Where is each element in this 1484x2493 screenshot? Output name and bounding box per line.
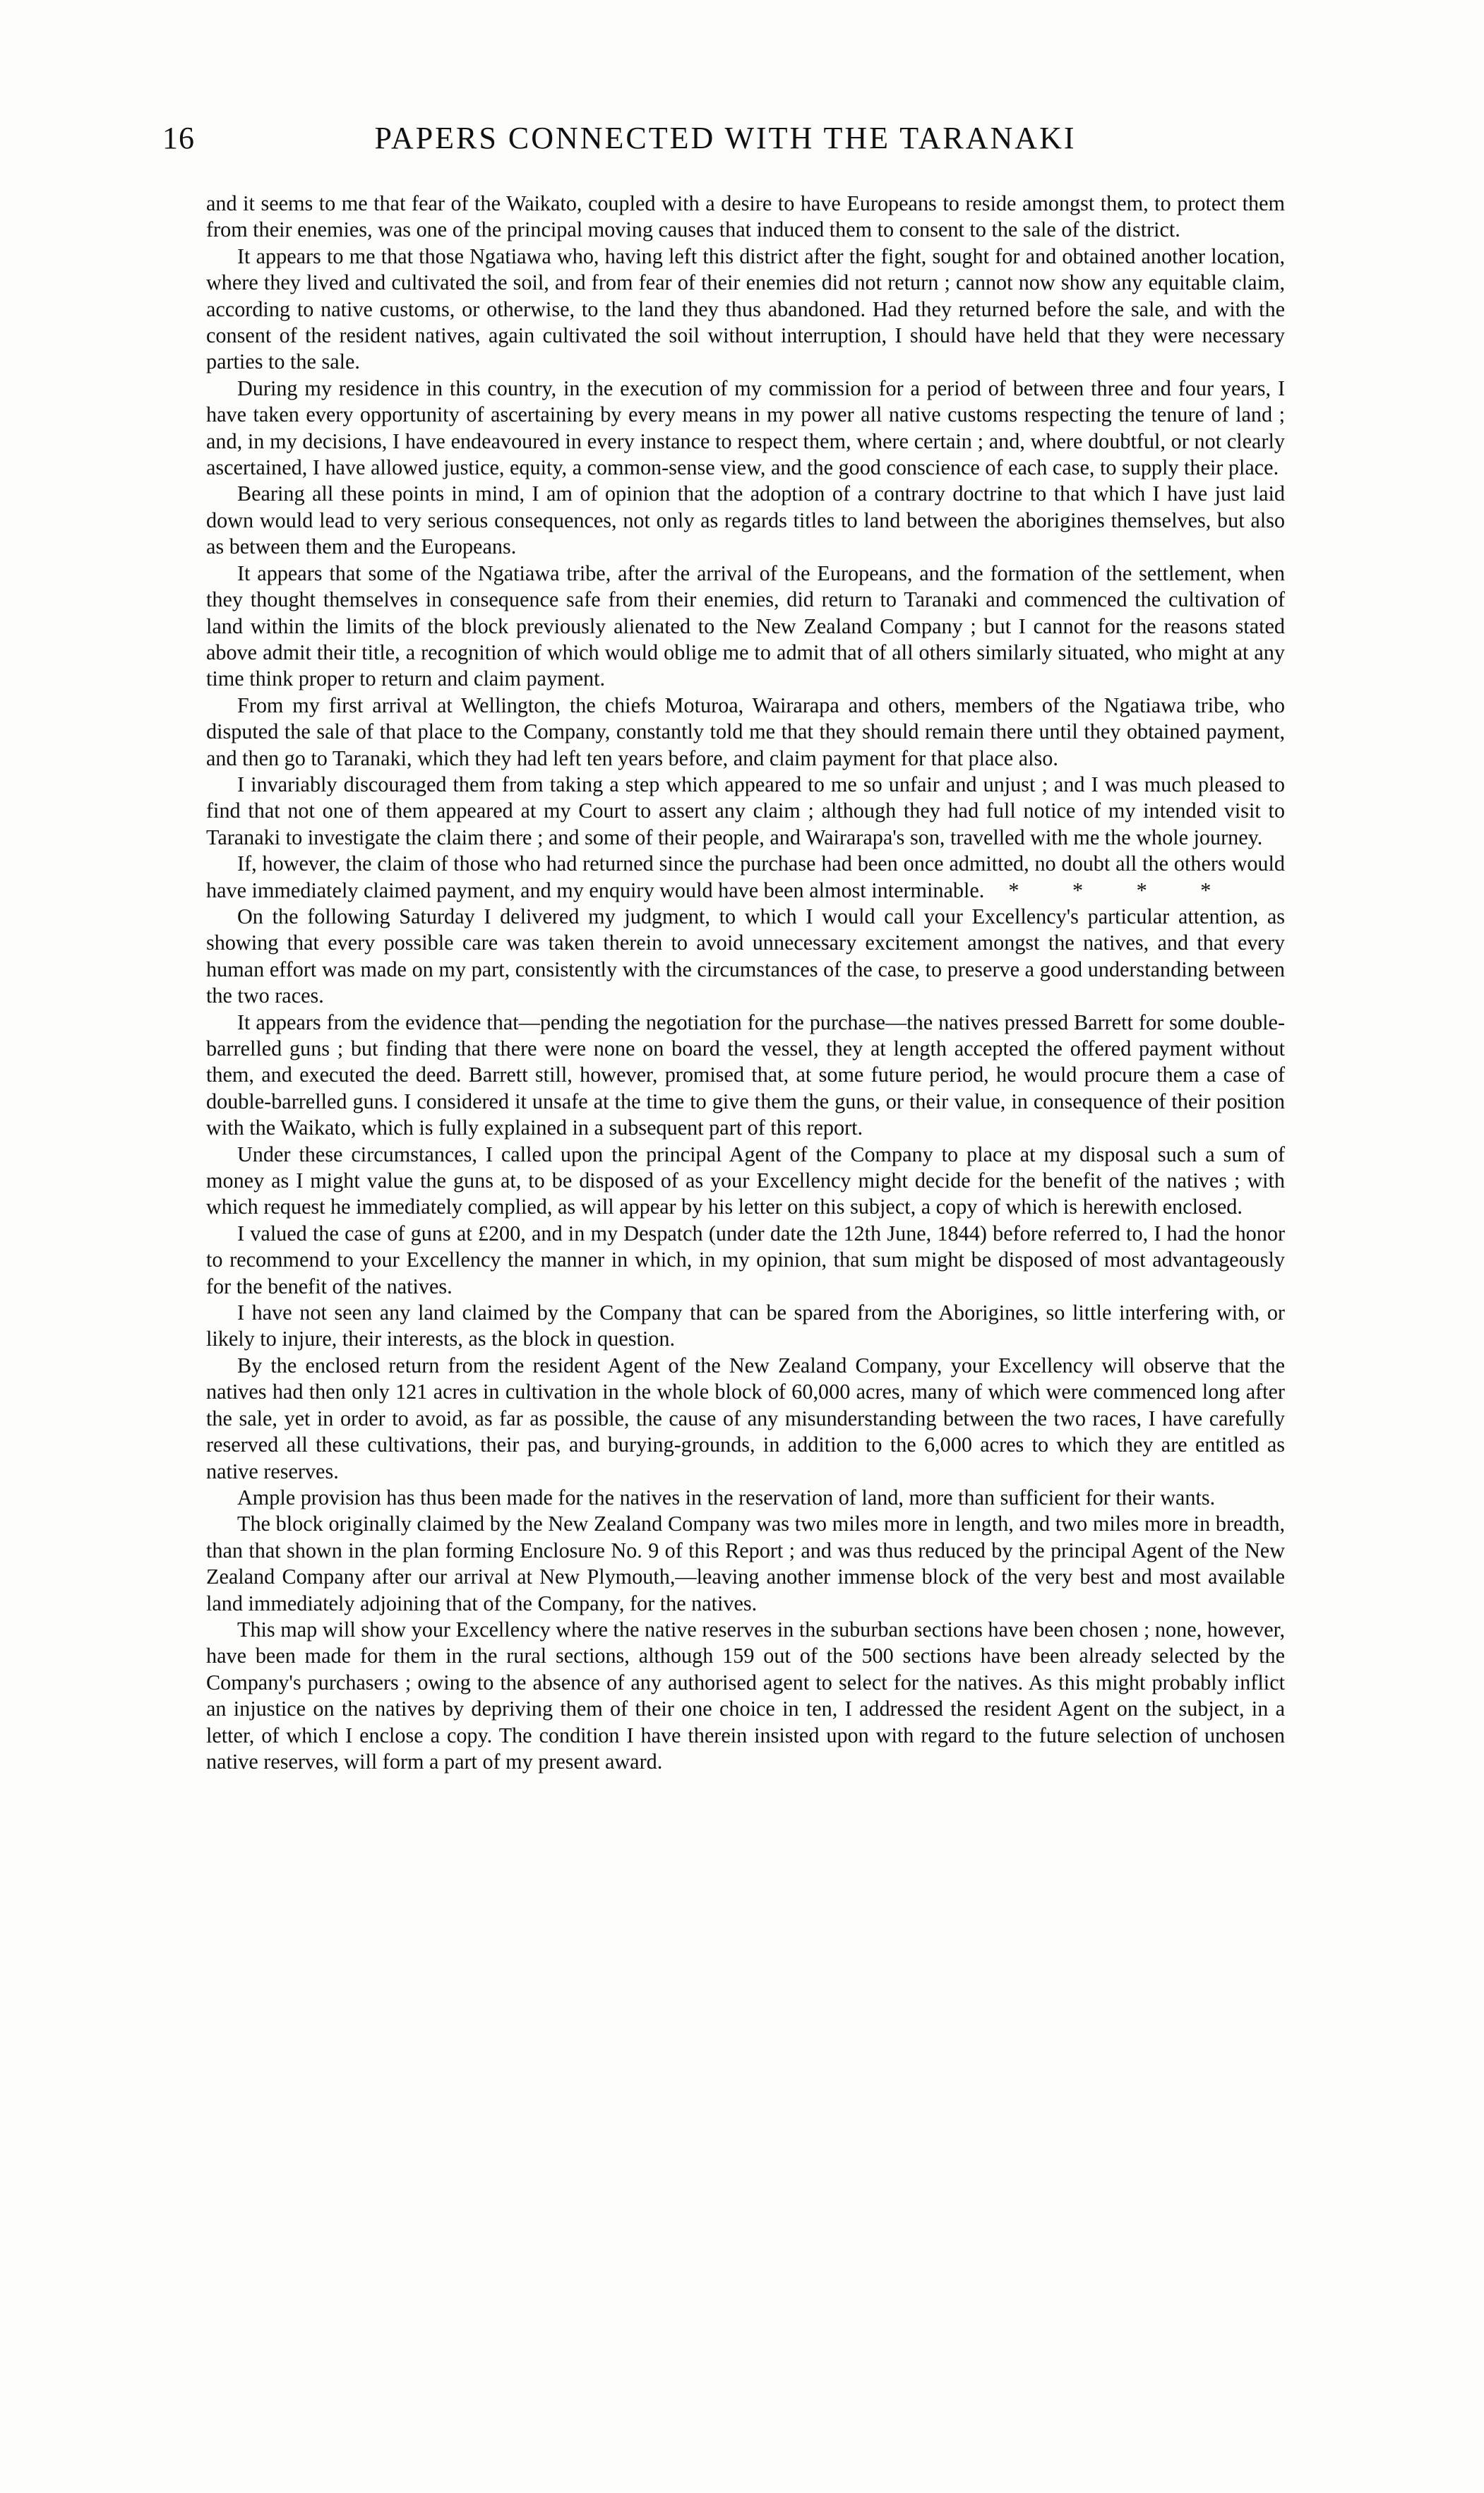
paragraph: Ample provision has thus been made for the natives in the reservation of land, more than sufficient for their wants. (237, 1485, 1216, 1509)
paragraph: and it seems to me that fear of the Waikato, coupled with a desire to have Europeans to reside amongst them, to protect them from their enemies, was one of the principal moving causes that induced them to consent to the sale of the district. (206, 191, 1285, 242)
paragraph: I have not seen any land claimed by the Company that can be spared from the Aborigines, so little interfering with, or likely to injure, their interests, as the block in question. (206, 1301, 1285, 1351)
paragraph: From my first arrival at Wellington, the chiefs Moturoa, Wairarapa and others, members of the Ngatiawa tribe, who disputed the sale of that place to the Company, constantly told me that they should remain there until they obtained payment, and then go to Taranaki, which they had left ten years before, and claim payment for that place also. (206, 693, 1285, 770)
paragraph: The block originally claimed by the New Zealand Company was two miles more in length, and two miles more in breadth, than that shown in the plan forming Enclosure No. 9 of this Report ; and was thus reduced by the principal Agent of the New Zealand Company after our arrival at New Plymouth,—leaving another immense block of the very best and most available land immediately adjoining that of the Company, for the natives. (206, 1512, 1285, 1615)
paragraph: By the enclosed return from the resident Agent of the New Zealand Company, your Excellency will observe that the natives had then only 121 acres in cultivation in the whole block of 60,000 acres, many of which were commenced long after the sale, yet in order to avoid, as far as possible, the cause of any misunderstanding between the two races, I have carefully reserved all these cultivations, their pas, and burying-grounds, in addition to the 6,000 acres to which they are entitled as native reserves. (206, 1353, 1285, 1483)
paragraph: It appears to me that those Ngatiawa who, having left this district after the fight, sought for and obtained another location, where they lived and cultivated the soil, and from fear of their enemies did not return ; cannot now show any equitable claim, according to native customs, or otherwise, to the land they thus abandoned. Had they returned before the sale, and with the consent of the resident natives, again cultivated the soil without interruption, I should have held that they were necessary parties to the sale. (206, 244, 1285, 374)
paragraph: It appears from the evidence that—pending the negotiation for the purchase—the natives pressed Barrett for some double-barrelled guns ; but finding that there were none on board the vessel, they at length accepted the offered payment without them, and executed the deed. Barrett still, however, promised that, at some future period, he would procure them a case of double-barrelled guns. I considered it unsafe at the time to give them the guns, or their value, in consequence of their position with the Waikato, which is fully explained in a subsequent part of this report. (206, 1010, 1285, 1140)
paragraph: Under these circumstances, I called upon the principal Agent of the Company to place at my disposal such a sum of money as I might value the guns at, to be disposed of as your Excellency might decide for the benefit of the natives ; with which request he immediately complied, as will appear by his letter on this subject, a copy of which is herewith enclosed. (206, 1142, 1285, 1219)
body-text (206, 191, 1285, 1775)
page-header (162, 120, 1288, 162)
paragraph: It appears that some of the Ngatiawa tribe, after the arrival of the Europeans, and the formation of the settlement, when they thought themselves in consequence safe from their enemies, did return to Taranaki and commenced the cultivation of land within the limits of the block previously alienated to the New Zealand Company ; but I cannot for the reasons stated above admit their title, a recognition of which would oblige me to admit that of all others similarly situated, who might at any time think proper to return and claim payment. (206, 561, 1285, 691)
paragraph: This map will show your Excellency where the native reserves in the suburban sections have been chosen ; none, however, have been made for them in the rural sections, although 159 out of the 500 sections have been already selected by the Company's purchasers ; owing to the absence of any authorised agent to select for the natives. As this might probably inflict an injustice on the natives by depriving them of their one choice in ten, I addressed the resident Agent on the subject, in a letter, of which I enclose a copy. The condition I have therein insisted upon with regard to the future selection of unchosen native reserves, will form a part of my present award. (206, 1617, 1285, 1774)
page-number: 16 (162, 121, 195, 155)
running-title: PAPERS CONNECTED WITH THE TARANAKI (374, 121, 1077, 155)
paragraph: I invariably discouraged them from taking a step which appeared to me so unfair and unjust ; and I was much pleased to find that not one of them appeared at my Court to assert any claim ; although they had full notice of my intended visit to Taranaki to investigate the claim there ; and some of their people, and Wairarapa's son, travelled with me the whole journey. (206, 772, 1285, 849)
paragraph: Bearing all these points in mind, I am of opinion that the adoption of a contrary doctrine to that which I have just laid down would lead to very serious consequences, not only as regards titles to land between the aborigines themselves, but also as between them and the Europeans. (206, 482, 1285, 559)
paragraph-text: If, however, the claim of those who had returned since the purchase had been once admitted, no doubt all the others would have immediately claimed payment, and my enquiry would have been almost interminable. (206, 851, 1285, 902)
paragraph: I valued the case of guns at £200, and in my Despatch (under date the 12th June, 1844) before referred to, I had the honor to recommend to your Excellency the manner in which, in my opinion, that sum might be disposed of most advantageously for the benefit of the natives. (206, 1221, 1285, 1298)
ellipsis-stars: * * * * (1008, 878, 1235, 902)
paragraph-with-stars (206, 851, 1285, 904)
paragraph: On the following Saturday I delivered my judgment, to which I would call your Excellency's particular attention, as showing that every possible care was taken therein to avoid unnecessary excitement amongst the natives, and that every human effort was made on my part, consistently with the circumstances of the case, to preserve a good understanding between the two races. (206, 904, 1285, 1008)
paragraph: During my residence in this country, in the execution of my commission for a period of between three and four years, I have taken every opportunity of ascertaining by every means in my power all native customs respecting the tenure of land ; and, in my decisions, I have endeavoured in every instance to respect them, where certain ; and, where doubtful, or not clearly ascertained, I have allowed justice, equity, a common-sense view, and the good conscience of each case, to supply their place. (206, 376, 1285, 480)
